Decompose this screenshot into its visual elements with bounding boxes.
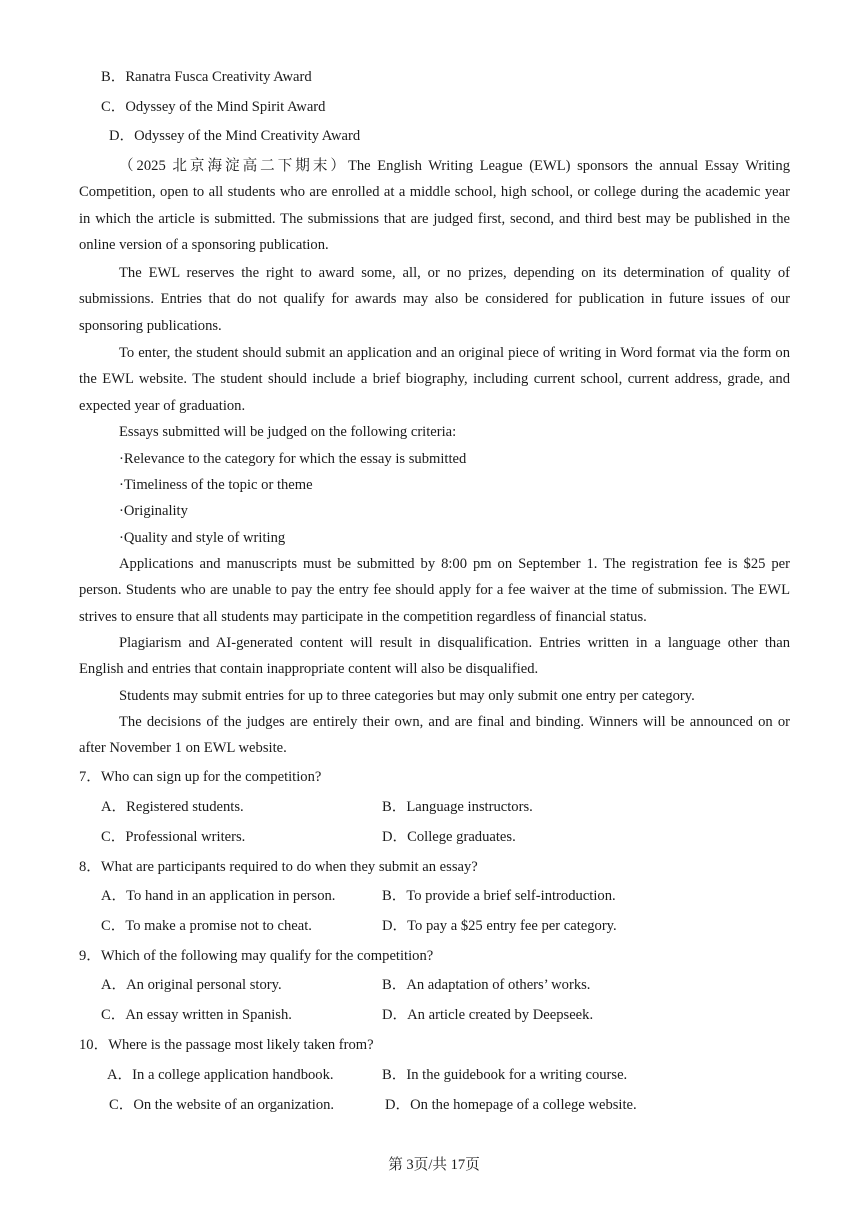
criteria-item: ·Originality bbox=[119, 503, 188, 519]
question-9-stem: 9．Which of the following may qualify for the competition? bbox=[79, 948, 434, 964]
passage-paragraph-3: To enter, the student should submit an application and an original piece of writing in Word format via the form on the EWL website. The student should include a brief biography, including current school, current address, grade, and expected year of graduation. bbox=[79, 345, 790, 414]
question-7-option-b: B．Language instructors. bbox=[382, 799, 533, 815]
passage-paragraph-6: Plagiarism and AI-generated content will result in disqualification. Entries written in a language other than English and entries that contain inappropriate content will also be disqualified. bbox=[79, 635, 790, 678]
prev-option-c: C．Odyssey of the Mind Spirit Award bbox=[101, 99, 326, 115]
question-8-option-b: B．To provide a brief self-introduction. bbox=[382, 888, 616, 904]
question-10-option-c: C．On the website of an organization. bbox=[109, 1097, 335, 1113]
question-7-stem: 7．Who can sign up for the competition? bbox=[79, 769, 322, 785]
question-7-option-c: C．Professional writers. bbox=[101, 829, 246, 845]
question-10-stem: 10．Where is the passage most likely taken from? bbox=[79, 1037, 374, 1053]
passage-paragraph-5: Applications and manuscripts must be submitted by 8:00 pm on September 1. The registration fee is $25 per person. Students who are unable to pay the entry fee should apply for a fee waiver at the time of submission. The EWL strives to ensure that all students may participate in the competition regardless of financial status. bbox=[79, 556, 790, 625]
question-8-stem: 8．What are participants required to do when they submit an essay? bbox=[79, 859, 478, 875]
question-9-option-c: C．An essay written in Spanish. bbox=[101, 1007, 292, 1023]
prev-option-d: D．Odyssey of the Mind Creativity Award bbox=[109, 128, 361, 144]
criteria-intro: Essays submitted will be judged on the following criteria: bbox=[119, 424, 457, 440]
question-9-option-a: A．An original personal story. bbox=[101, 977, 282, 993]
question-10-option-b: B．In the guidebook for a writing course. bbox=[382, 1067, 628, 1083]
question-8-option-d: D．To pay a $25 entry fee per category. bbox=[382, 918, 617, 934]
question-9-option-d: D．An article created by Deepseek. bbox=[382, 1007, 594, 1023]
criteria-item: ·Relevance to the category for which the essay is submitted bbox=[119, 451, 467, 467]
question-7-option-a: A．Registered students. bbox=[101, 799, 244, 815]
prev-option-b: B．Ranatra Fusca Creativity Award bbox=[101, 69, 312, 85]
passage-paragraph-8: The decisions of the judges are entirely their own, and are final and binding. Winners will be announced on or after November 1 on EWL website. bbox=[79, 714, 790, 757]
question-8-option-a: A．To hand in an application in person. bbox=[101, 888, 336, 904]
question-8-option-c: C．To make a promise not to cheat. bbox=[101, 918, 312, 934]
passage-paragraph-1: （2025 北京海淀高二下期末）The English Writing League (EWL) sponsors the annual Essay Writing Competition, open to all students who are enrolled at a middle school, high school, or college during the academic year in which the article is submitted. The submissions that are judged first, second, and third best may be published in the online version of a sponsoring publication. bbox=[79, 158, 790, 254]
passage-paragraph-7: Students may submit entries for up to three categories but may only submit one entry per category. bbox=[119, 688, 695, 704]
passage-paragraph-2: The EWL reserves the right to award some, all, or no prizes, depending on its determination of quality of submissions. Entries that do not qualify for awards may also be considered for publication in future issues of our sponsoring publications. bbox=[79, 265, 790, 334]
question-10-option-d: D．On the homepage of a college website. bbox=[385, 1097, 637, 1113]
question-10-option-a: A．In a college application handbook. bbox=[107, 1067, 334, 1083]
criteria-item: ·Timeliness of the topic or theme bbox=[119, 477, 313, 493]
question-7-option-d: D．College graduates. bbox=[382, 829, 516, 845]
question-9-option-b: B．An adaptation of others’ works. bbox=[382, 977, 591, 993]
criteria-item: ·Quality and style of writing bbox=[119, 530, 286, 546]
page-number-footer: 第 3页/共 17页 bbox=[388, 1157, 480, 1173]
